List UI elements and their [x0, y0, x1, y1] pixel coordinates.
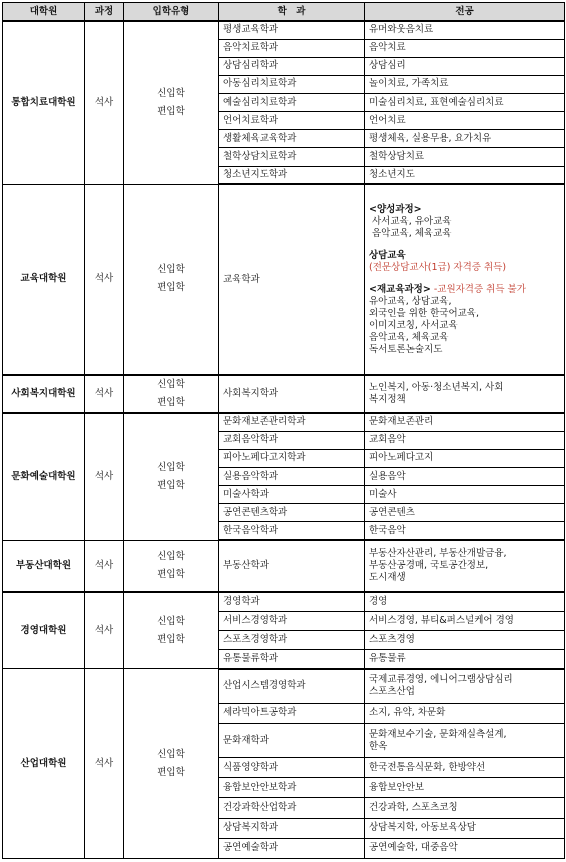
dept-cell: 문화재학과 — [219, 723, 365, 757]
dept-cell: 피아노페다고지학과 — [219, 449, 365, 467]
type-new: 신입학 — [157, 748, 185, 760]
major-cell: 청소년지도 — [365, 166, 565, 184]
table-row — [3, 413, 565, 431]
header-major: 전공 — [365, 3, 565, 22]
dept-cell: 세라믹아트공학과 — [219, 703, 365, 723]
dept-cell: 한국음악학과 — [219, 522, 365, 540]
dept-cell: 사회복지학과 — [219, 375, 365, 413]
dept-cell: 문화재보존관리학과 — [219, 413, 365, 431]
major-cell: 미술사 — [365, 486, 565, 504]
major-cell: 유통물류 — [365, 650, 565, 669]
header-admission-type: 입학유형 — [124, 3, 219, 22]
type-transfer: 편입학 — [157, 568, 185, 580]
major-cell — [365, 703, 565, 723]
major-cell: 피아노페다고지 — [365, 449, 565, 467]
major-line: 노인복지, 아동·청소년복지, 사회 — [369, 381, 504, 393]
dept-cell: 서비스경영학과 — [219, 612, 365, 631]
admission-type-cell — [124, 21, 219, 184]
header-department: 학 과 — [219, 3, 365, 22]
dept-cell: 경영학과 — [219, 592, 365, 611]
dept-cell: 생활체육교육학과 — [219, 130, 365, 148]
yangseong-heading: <양성과정> — [369, 203, 422, 215]
type-new: 신입학 — [157, 461, 185, 473]
dept-cell: 미술사학과 — [219, 486, 365, 504]
major-cell: 경영 — [365, 592, 565, 611]
major-cell: 음악치료 — [365, 39, 565, 57]
course-cell: 석사 — [85, 540, 124, 592]
major-cell: 교회음악 — [365, 431, 565, 449]
spacer — [369, 274, 560, 284]
course-cell: 석사 — [85, 184, 124, 374]
college-cell: 문화예술대학원 — [3, 413, 85, 540]
dept-cell: 평생교육학과 — [219, 21, 365, 39]
counsel-heading: 상담교육 — [369, 249, 406, 261]
major-line: 외국인을 위한 한국어교육, — [369, 307, 480, 319]
major-cell: 한국음악 — [365, 522, 565, 540]
retrain-line — [369, 284, 560, 296]
admission-type-cell — [124, 375, 219, 413]
dept-cell: 공연예술학과 — [219, 838, 365, 858]
major-cell: 실용음악 — [365, 467, 565, 485]
course-cell: 석사 — [85, 592, 124, 669]
major-line: 문화재보수기술, 문화재실측설계, — [369, 728, 507, 740]
major-cell — [365, 375, 565, 413]
college-cell: 산업대학원 — [3, 669, 85, 859]
major-line: 음악교육, 체육교육 — [369, 331, 449, 343]
admission-type-cell — [124, 184, 219, 374]
major-cell: 공연콘텐츠 — [365, 504, 565, 522]
spacer — [369, 240, 560, 250]
dept-cell: 언어치료학과 — [219, 112, 365, 130]
college-cell: 사회복지대학원 — [3, 375, 85, 413]
major-line: 부동산자산관리, 부동산개발금융, — [369, 548, 507, 560]
major-line: 공연예술학, 대중음악 — [369, 842, 458, 854]
dept-cell: 예술심리치료학과 — [219, 94, 365, 112]
counsel-note: (전문상담교사(1급) 자격증 취득) — [369, 261, 507, 273]
major-cell: 문화재보존관리 — [365, 413, 565, 431]
major-cell: 철학상담치료 — [365, 148, 565, 166]
table-row — [3, 375, 565, 413]
dept-cell: 청소년지도학과 — [219, 166, 365, 184]
major-cell-education — [365, 184, 565, 374]
dept-cell: 아동심리치료학과 — [219, 75, 365, 93]
major-line: 부동산공경매, 국토공간정보, — [369, 560, 489, 572]
type-transfer: 편입학 — [157, 766, 185, 778]
college-cell: 경영대학원 — [3, 592, 85, 669]
course-cell: 석사 — [85, 21, 124, 184]
major-line: 스포츠산업 — [369, 686, 415, 698]
admission-type-cell — [124, 669, 219, 859]
major-cell — [365, 778, 565, 798]
dept-cell: 교회음악학과 — [219, 431, 365, 449]
table-row — [3, 540, 565, 592]
major-line: 융합보안안보 — [369, 781, 425, 793]
major-cell — [365, 723, 565, 757]
table-row — [3, 184, 565, 374]
type-transfer: 편입학 — [157, 633, 185, 645]
course-cell: 석사 — [85, 669, 124, 859]
dept-cell: 융합보안안보학과 — [219, 778, 365, 798]
major-cell — [365, 798, 565, 818]
major-line: 국제교류경영, 에니어그램상담심리 — [369, 674, 513, 686]
major-line: 상담복지학, 아동보육상담 — [369, 822, 476, 834]
major-cell: 평생체육, 실용무용, 요가치유 — [365, 130, 565, 148]
type-transfer: 편입학 — [157, 105, 185, 117]
major-cell: 언어치료 — [365, 112, 565, 130]
type-new: 신입학 — [157, 550, 185, 562]
admission-type-cell — [124, 540, 219, 592]
major-cell: 유머와웃음치료 — [365, 21, 565, 39]
type-new: 신입학 — [157, 615, 185, 627]
table-row — [3, 592, 565, 611]
retrain-note: -교원자격증 취득 불가 — [433, 283, 526, 295]
table-row — [3, 21, 565, 39]
major-line: 복지정책 — [369, 393, 406, 405]
type-new: 신입학 — [157, 87, 185, 99]
header-row — [3, 3, 565, 22]
dept-cell: 음악치료학과 — [219, 39, 365, 57]
dept-cell: 실용음악학과 — [219, 467, 365, 485]
dept-cell: 유통물류학과 — [219, 650, 365, 669]
dept-cell: 공연콘텐츠학과 — [219, 504, 365, 522]
type-transfer: 편입학 — [157, 479, 185, 491]
dept-cell: 식품영양학과 — [219, 758, 365, 778]
major-line: 독서토론논술지도 — [369, 343, 443, 355]
type-transfer: 편입학 — [157, 282, 185, 294]
major-line: 도시재생 — [369, 572, 406, 584]
type-transfer: 편입학 — [157, 396, 185, 408]
type-new: 신입학 — [157, 264, 185, 276]
header-college: 대학원 — [3, 3, 85, 22]
major-cell — [365, 669, 565, 703]
admission-type-cell — [124, 592, 219, 669]
major-cell — [365, 818, 565, 838]
college-cell: 교육대학원 — [3, 184, 85, 374]
dept-cell: 철학상담치료학과 — [219, 148, 365, 166]
major-cell — [365, 540, 565, 592]
major-cell: 서비스경영, 뷰티&퍼스널케어 경영 — [365, 612, 565, 631]
major-line: 이미지코칭, 사서교육 — [369, 319, 458, 331]
dept-cell: 건강과학산업학과 — [219, 798, 365, 818]
major-cell: 미술심리치료, 표현예술심리치료 — [365, 94, 565, 112]
college-cell: 통합치료대학원 — [3, 21, 85, 184]
admissions-table — [2, 2, 565, 859]
header-course: 과정 — [85, 3, 124, 22]
major-cell: 놀이치료, 가족치료 — [365, 75, 565, 93]
course-cell: 석사 — [85, 375, 124, 413]
type-new: 신입학 — [157, 378, 185, 390]
major-line: 소지, 유약, 차문화 — [369, 707, 446, 719]
major-cell: 상담심리 — [365, 57, 565, 75]
major-cell — [365, 838, 565, 858]
dept-cell: 교육학과 — [219, 184, 365, 374]
major-line: 음악교육, 체육교육 — [372, 227, 452, 239]
dept-cell: 스포츠경영학과 — [219, 631, 365, 650]
admission-type-cell — [124, 413, 219, 540]
major-cell: 스포츠경영 — [365, 631, 565, 650]
dept-cell: 부동산학과 — [219, 540, 365, 592]
major-line: 한국전통음식문화, 한방약선 — [369, 761, 486, 773]
dept-cell: 산업시스템경영학과 — [219, 669, 365, 703]
dept-cell: 상담심리학과 — [219, 57, 365, 75]
major-line: 건강과학, 스포츠코칭 — [369, 802, 458, 814]
major-line: 유아교육, 상담교육, — [369, 295, 452, 307]
major-line: 한옥 — [369, 740, 388, 752]
major-line: 사서교육, 유아교육 — [372, 215, 452, 227]
college-cell: 부동산대학원 — [3, 540, 85, 592]
table-row — [3, 669, 565, 703]
retrain-heading: <재교육과정> — [369, 283, 431, 295]
course-cell: 석사 — [85, 413, 124, 540]
dept-cell: 상담복지학과 — [219, 818, 365, 838]
major-cell — [365, 758, 565, 778]
